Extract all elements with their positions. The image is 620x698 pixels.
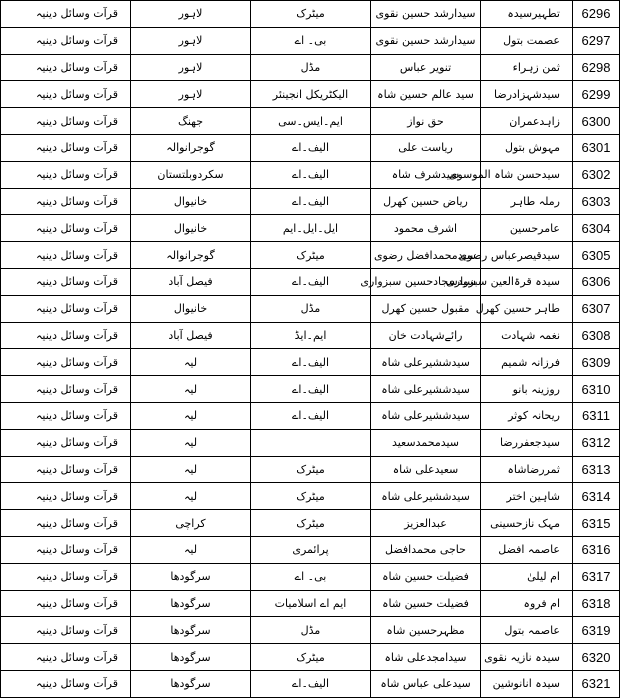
father-name-cell: سیدششیرعلی شاہ <box>371 376 481 403</box>
father-name-cell: سیدمحمدافضل رضوی <box>371 242 481 269</box>
father-name-cell: مقبول حسین کھرل <box>371 295 481 322</box>
name-cell: عامرحسین <box>481 215 573 242</box>
name-cell: سیدجعفررضا <box>481 429 573 456</box>
city-cell: سرگودھا <box>131 617 251 644</box>
city-cell: کراچی <box>131 510 251 537</box>
name-cell: تطہیرسیدہ <box>481 1 573 28</box>
name-cell: ثمن زہراء <box>481 54 573 81</box>
education-cell: ایل۔ایل۔ایم <box>251 215 371 242</box>
city-cell: خانیوال <box>131 188 251 215</box>
serial-number-cell: 6320 <box>573 644 620 671</box>
remark-cell: قرآت وسائل دینیہ <box>1 429 131 456</box>
name-cell: ام فروہ <box>481 590 573 617</box>
education-cell: ایم۔ایڈ <box>251 322 371 349</box>
serial-number-cell: 6303 <box>573 188 620 215</box>
remark-cell: قرآت وسائل دینیہ <box>1 27 131 54</box>
table-row <box>1 161 620 188</box>
table-row <box>1 134 620 161</box>
name-cell: زاہدعمران <box>481 108 573 135</box>
remark-cell: قرآت وسائل دینیہ <box>1 1 131 28</box>
remark-cell: قرآت وسائل دینیہ <box>1 161 131 188</box>
serial-number-cell: 6310 <box>573 376 620 403</box>
name-cell: ریحانہ کوثر <box>481 402 573 429</box>
name-cell: روزینہ بانو <box>481 376 573 403</box>
remark-cell: قرآت وسائل دینیہ <box>1 644 131 671</box>
city-cell: گوجرانوالہ <box>131 242 251 269</box>
father-name-cell: تنویر عباس <box>371 54 481 81</box>
remark-cell: قرآت وسائل دینیہ <box>1 134 131 161</box>
serial-number-cell: 6315 <box>573 510 620 537</box>
serial-number-cell: 6313 <box>573 456 620 483</box>
name-cell: عاصمہ بتول <box>481 617 573 644</box>
table-row <box>1 402 620 429</box>
father-name-cell: سیدارشد حسین نقوی <box>371 27 481 54</box>
education-cell: میٹرک <box>251 456 371 483</box>
education-cell: مڈل <box>251 54 371 81</box>
serial-number-cell: 6316 <box>573 536 620 563</box>
name-cell: سیدہ انانوشین <box>481 670 573 697</box>
table-row <box>1 295 620 322</box>
table-row <box>1 456 620 483</box>
city-cell: لیہ <box>131 483 251 510</box>
education-cell: الیف۔اے <box>251 376 371 403</box>
city-cell: لیہ <box>131 536 251 563</box>
education-cell: مڈل <box>251 295 371 322</box>
remark-cell: قرآت وسائل دینیہ <box>1 670 131 697</box>
education-cell: میٹرک <box>251 1 371 28</box>
city-cell: خانیوال <box>131 295 251 322</box>
father-name-cell: سیدششیرعلی شاہ <box>371 349 481 376</box>
name-cell: عاصمہ افضل <box>481 536 573 563</box>
name-cell: سیدشہزادرضا <box>481 81 573 108</box>
city-cell: لیہ <box>131 429 251 456</box>
father-name-cell: فضیلت حسین شاہ <box>371 590 481 617</box>
city-cell: سرگودھا <box>131 563 251 590</box>
father-name-cell: مظہرحسین شاہ <box>371 617 481 644</box>
serial-number-cell: 6311 <box>573 402 620 429</box>
records-table-body <box>1 1 620 698</box>
remark-cell: قرآت وسائل دینیہ <box>1 108 131 135</box>
father-name-cell: سیدشرف شاہ <box>371 161 481 188</box>
city-cell: سرگودھا <box>131 644 251 671</box>
education-cell: الیف۔اے <box>251 134 371 161</box>
education-cell: مڈل <box>251 617 371 644</box>
city-cell: لیہ <box>131 349 251 376</box>
city-cell: فیصل آباد <box>131 268 251 295</box>
remark-cell: قرآت وسائل دینیہ <box>1 268 131 295</box>
city-cell: لیہ <box>131 456 251 483</box>
table-row <box>1 54 620 81</box>
serial-number-cell: 6307 <box>573 295 620 322</box>
serial-number-cell: 6308 <box>573 322 620 349</box>
serial-number-cell: 6299 <box>573 81 620 108</box>
table-row <box>1 81 620 108</box>
serial-number-cell: 6319 <box>573 617 620 644</box>
remark-cell: قرآت وسائل دینیہ <box>1 376 131 403</box>
name-cell: مہک نازحسینی <box>481 510 573 537</box>
remark-cell: قرآت وسائل دینیہ <box>1 242 131 269</box>
father-name-cell: ریاست علی <box>371 134 481 161</box>
city-cell: سرگودھا <box>131 670 251 697</box>
name-cell: سیدقیصرعباس رضوی <box>481 242 573 269</box>
table-row <box>1 644 620 671</box>
table-row <box>1 590 620 617</box>
education-cell: الیف۔اے <box>251 268 371 295</box>
table-row <box>1 349 620 376</box>
serial-number-cell: 6305 <box>573 242 620 269</box>
table-row <box>1 27 620 54</box>
serial-number-cell: 6296 <box>573 1 620 28</box>
remark-cell: قرآت وسائل دینیہ <box>1 590 131 617</box>
father-name-cell: سیدششیرعلی شاہ <box>371 402 481 429</box>
father-name-cell: سید عالم حسین شاہ <box>371 81 481 108</box>
table-row <box>1 617 620 644</box>
name-cell: سیدہ قرۃالعین سبزواری <box>481 268 573 295</box>
table-row <box>1 188 620 215</box>
father-name-cell: رائےشہادت خان <box>371 322 481 349</box>
city-cell: خانیوال <box>131 215 251 242</box>
city-cell: لاہور <box>131 54 251 81</box>
table-row <box>1 1 620 28</box>
education-cell: الیف۔اے <box>251 349 371 376</box>
remark-cell: قرآت وسائل دینیہ <box>1 81 131 108</box>
father-name-cell: سیدمحمدسعید <box>371 429 481 456</box>
name-cell: عصمت بتول <box>481 27 573 54</box>
table-row <box>1 242 620 269</box>
education-cell: الیکٹریکل انجینئر <box>251 81 371 108</box>
name-cell: مہوش بتول <box>481 134 573 161</box>
city-cell: سکردوبلتستان <box>131 161 251 188</box>
serial-number-cell: 6321 <box>573 670 620 697</box>
name-cell: رملہ طاہر <box>481 188 573 215</box>
name-cell: ام لیلیٰ <box>481 563 573 590</box>
city-cell: فیصل آباد <box>131 322 251 349</box>
education-cell: الیف۔اے <box>251 670 371 697</box>
city-cell: جھنگ <box>131 108 251 135</box>
table-row <box>1 536 620 563</box>
serial-number-cell: 6317 <box>573 563 620 590</box>
education-cell: الیف۔اے <box>251 161 371 188</box>
remark-cell: قرآت وسائل دینیہ <box>1 536 131 563</box>
serial-number-cell: 6309 <box>573 349 620 376</box>
education-cell: ایم اے اسلامیات <box>251 590 371 617</box>
city-cell: گوجرانوالہ <box>131 134 251 161</box>
serial-number-cell: 6298 <box>573 54 620 81</box>
father-name-cell: سیدسجادحسین سبزواری <box>371 268 481 295</box>
table-row <box>1 670 620 697</box>
remark-cell: قرآت وسائل دینیہ <box>1 188 131 215</box>
serial-number-cell: 6300 <box>573 108 620 135</box>
serial-number-cell: 6318 <box>573 590 620 617</box>
education-cell: الیف۔اے <box>251 402 371 429</box>
father-name-cell: حق نواز <box>371 108 481 135</box>
remark-cell: قرآت وسائل دینیہ <box>1 295 131 322</box>
city-cell: لاہور <box>131 1 251 28</box>
education-cell: میٹرک <box>251 644 371 671</box>
remark-cell: قرآت وسائل دینیہ <box>1 54 131 81</box>
table-row <box>1 268 620 295</box>
education-cell: میٹرک <box>251 483 371 510</box>
father-name-cell: اشرف محمود <box>371 215 481 242</box>
city-cell: لیہ <box>131 376 251 403</box>
name-cell: فرزانہ شمیم <box>481 349 573 376</box>
table-row <box>1 510 620 537</box>
father-name-cell: ریاض حسین کھرل <box>371 188 481 215</box>
name-cell: شاہین اختر <box>481 483 573 510</box>
name-cell: سیدحسن شاہ الموسوی <box>481 161 573 188</box>
remark-cell: قرآت وسائل دینیہ <box>1 483 131 510</box>
remark-cell: قرآت وسائل دینیہ <box>1 510 131 537</box>
father-name-cell: سیدارشد حسین نقوی <box>371 1 481 28</box>
remark-cell: قرآت وسائل دینیہ <box>1 563 131 590</box>
city-cell: لاہور <box>131 27 251 54</box>
education-cell: میٹرک <box>251 242 371 269</box>
serial-number-cell: 6306 <box>573 268 620 295</box>
education-cell: الیف۔اے <box>251 188 371 215</box>
city-cell: لیہ <box>131 402 251 429</box>
father-name-cell: سیدعلی عباس شاہ <box>371 670 481 697</box>
table-row <box>1 322 620 349</box>
serial-number-cell: 6302 <box>573 161 620 188</box>
education-cell <box>251 429 371 456</box>
name-cell: سیدہ نازیہ نقوی <box>481 644 573 671</box>
father-name-cell: فضیلت حسین شاہ <box>371 563 481 590</box>
father-name-cell: سیدششیرعلی شاہ <box>371 483 481 510</box>
education-cell: ایم۔ایس۔سی <box>251 108 371 135</box>
name-cell: ثمررضاشاہ <box>481 456 573 483</box>
education-cell: پرائمری <box>251 536 371 563</box>
city-cell: سرگودھا <box>131 590 251 617</box>
table-row <box>1 376 620 403</box>
father-name-cell: حاجی محمدافضل <box>371 536 481 563</box>
education-cell: بی۔ اے <box>251 563 371 590</box>
name-cell: نغمہ شہادت <box>481 322 573 349</box>
remark-cell: قرآت وسائل دینیہ <box>1 215 131 242</box>
serial-number-cell: 6304 <box>573 215 620 242</box>
father-name-cell: سعیدعلی شاہ <box>371 456 481 483</box>
remark-cell: قرآت وسائل دینیہ <box>1 402 131 429</box>
serial-number-cell: 6301 <box>573 134 620 161</box>
remark-cell: قرآت وسائل دینیہ <box>1 617 131 644</box>
father-name-cell: سیدامجدعلی شاہ <box>371 644 481 671</box>
serial-number-cell: 6297 <box>573 27 620 54</box>
table-row <box>1 483 620 510</box>
table-row <box>1 108 620 135</box>
city-cell: لاہور <box>131 81 251 108</box>
table-row <box>1 429 620 456</box>
table-row <box>1 215 620 242</box>
remark-cell: قرآت وسائل دینیہ <box>1 456 131 483</box>
serial-number-cell: 6314 <box>573 483 620 510</box>
remark-cell: قرآت وسائل دینیہ <box>1 322 131 349</box>
remark-cell: قرآت وسائل دینیہ <box>1 349 131 376</box>
name-cell: طاہر حسین کھرل <box>481 295 573 322</box>
father-name-cell: عبدالعزیز <box>371 510 481 537</box>
table-row <box>1 563 620 590</box>
education-cell: میٹرک <box>251 510 371 537</box>
serial-number-cell: 6312 <box>573 429 620 456</box>
education-cell: بی۔ اے <box>251 27 371 54</box>
